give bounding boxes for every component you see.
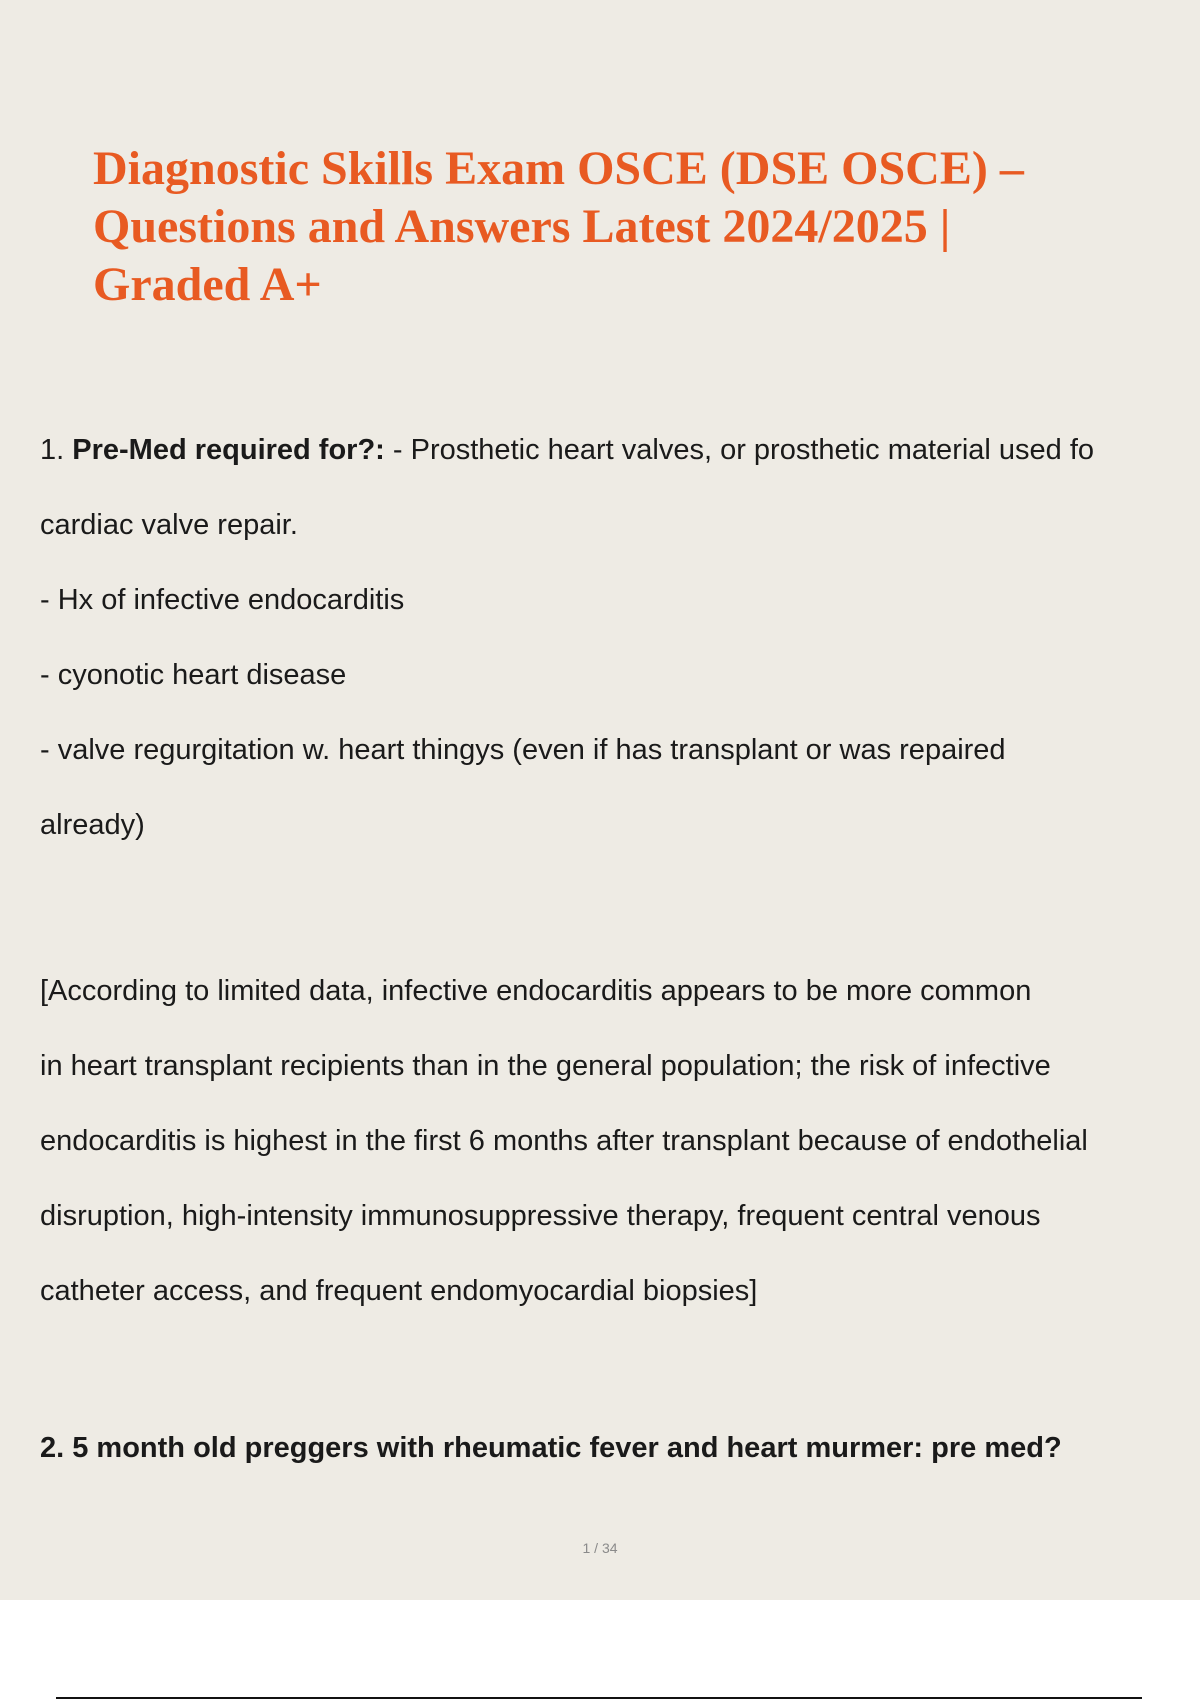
explanation-note <box>40 954 1088 1329</box>
question-text: Pre-Med required for?: <box>72 434 385 466</box>
document-title <box>93 140 1153 314</box>
title-line: Graded A+ <box>93 258 322 311</box>
answer-line: already) <box>40 809 145 841</box>
note-line: [According to limited data, infective endocarditis appears to be more common <box>40 975 1032 1007</box>
question-number: 1. <box>40 434 65 466</box>
title-line: Questions and Answers Latest 2024/2025 | <box>93 200 951 253</box>
note-line: in heart transplant recipients than in the general population; the risk of infective <box>40 1050 1051 1082</box>
note-line: disruption, high-intensity immunosuppressive therapy, frequent central venous <box>40 1200 1041 1232</box>
answer-line: - Hx of infective endocarditis <box>40 584 405 616</box>
answer-line: cardiac valve repair. <box>40 509 298 541</box>
answer-line: - valve regurgitation w. heart thingys (even if has transplant or was repaired <box>40 734 1006 766</box>
page-divider <box>56 1697 1142 1699</box>
question-1 <box>40 413 1094 863</box>
answer-line: - cyonotic heart disease <box>40 659 347 691</box>
answer-text: - Prosthetic heart valves, or prosthetic material used fo <box>392 434 1095 466</box>
note-line: endocarditis is highest in the first 6 months after transplant because of endothelial <box>40 1125 1088 1157</box>
note-line: catheter access, and frequent endomyocardial biopsies] <box>40 1275 758 1307</box>
title-line: Diagnostic Skills Exam OSCE (DSE OSCE) – <box>93 142 1024 195</box>
page-indicator: 1 / 34 <box>582 1540 618 1556</box>
question-1-first-line <box>40 413 1094 488</box>
question-2: 2. 5 month old preggers with rheumatic fever and heart murmer: pre med? <box>40 1432 1062 1464</box>
